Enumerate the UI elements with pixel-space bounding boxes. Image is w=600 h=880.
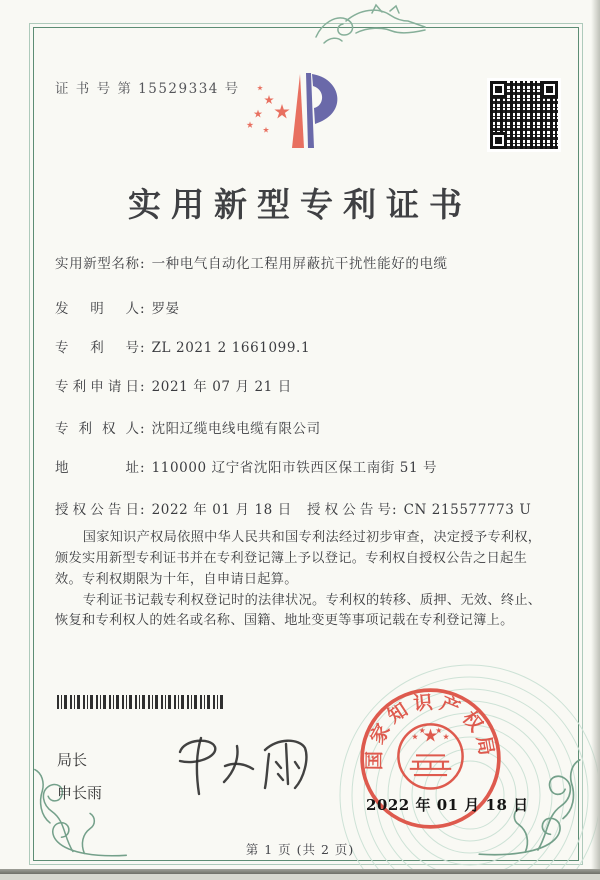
- field-row-grant: [55, 500, 553, 520]
- field-label: 地址: [55, 460, 139, 476]
- field-value: 2021 年 07 月 21 日: [151, 379, 292, 395]
- field-value: ZL 2021 2 1661099.1: [151, 340, 311, 356]
- field-label: 发明人: [55, 301, 139, 317]
- field-row-patent-no: 专利号: ZL 2021 2 1661099.1: [55, 340, 311, 356]
- certificate-number: 证 书 号 第 15529334 号: [55, 81, 240, 97]
- field-label: 专利申请日: [55, 379, 139, 395]
- director-signature-icon: [165, 726, 320, 808]
- field-label: 授权公告日: [55, 502, 139, 518]
- qr-code-icon: [487, 78, 561, 152]
- seal-ring-text: 国家知识产权局: [362, 690, 500, 771]
- field-value: 罗晏: [151, 301, 180, 317]
- page-number-footer: 第 1 页 (共 2 页): [245, 842, 355, 857]
- legal-paragraph: 国家知识产权局依照中华人民共和国专利法经过初步审查，决定授予专利权，颁发实用新型专利证书并在专利登记簿上予以登记。专利权自授权公告之日起生效。专利权期限为十年，自申请日起算。: [55, 530, 542, 587]
- paper-bottom-margin: [0, 874, 600, 880]
- certificate-title: 实用新型专利证书: [128, 185, 472, 224]
- paper-edge-shadow: [591, 0, 600, 872]
- director-block: [57, 744, 102, 810]
- legal-text-section: [55, 528, 549, 632]
- field-value: CN 215577773 U: [403, 502, 532, 518]
- field-label: 专利号: [55, 340, 139, 356]
- director-title: 局长: [57, 751, 88, 769]
- cnipa-logo-icon: [236, 70, 348, 160]
- legal-paragraph: 专利证书记载专利权登记时的法律状况。专利权的转移、质押、无效、终止、恢复和专利权人的姓名或名称、国籍、地址变更等事项记载在专利登记簿上。: [55, 592, 542, 629]
- director-name: 申长雨: [57, 784, 103, 802]
- qr-finder: [490, 132, 507, 149]
- field-label: 授权公告号: [307, 502, 391, 518]
- field-row-name: 实用新型名称: 一种电气自动化工程用屏蔽抗干扰性能好的电缆: [55, 256, 448, 272]
- field-label: 专利权人: [55, 421, 139, 437]
- field-row-patentee: 专利权人: 沈阳辽缆电线电缆有限公司: [55, 421, 321, 437]
- grant-date-pair: 授权公告日: 2022 年 01 月 18 日: [55, 502, 292, 518]
- field-value: 2022 年 01 月 18 日: [151, 502, 292, 518]
- fields-section: [55, 254, 553, 539]
- qr-finder: [490, 81, 507, 98]
- field-value: 110000 辽宁省沈阳市铁西区保工南街 51 号: [151, 460, 438, 476]
- grant-stamp-date: 2022 年 01 月 18 日: [366, 796, 529, 814]
- field-row-address: 地址: 110000 辽宁省沈阳市铁西区保工南街 51 号: [55, 460, 438, 476]
- field-row-inventor: 发明人: 罗晏: [55, 301, 180, 317]
- field-value: 一种电气自动化工程用屏蔽抗干扰性能好的电缆: [151, 256, 448, 272]
- field-value: 沈阳辽缆电线电缆有限公司: [151, 421, 321, 437]
- qr-finder: [541, 81, 558, 98]
- barcode-icon: [57, 695, 223, 709]
- field-row-filing-date: 专利申请日: 2021 年 07 月 21 日: [55, 379, 292, 395]
- grant-number-pair: 授权公告号: CN 215577773 U: [307, 502, 532, 518]
- field-label: 实用新型名称: [55, 256, 139, 272]
